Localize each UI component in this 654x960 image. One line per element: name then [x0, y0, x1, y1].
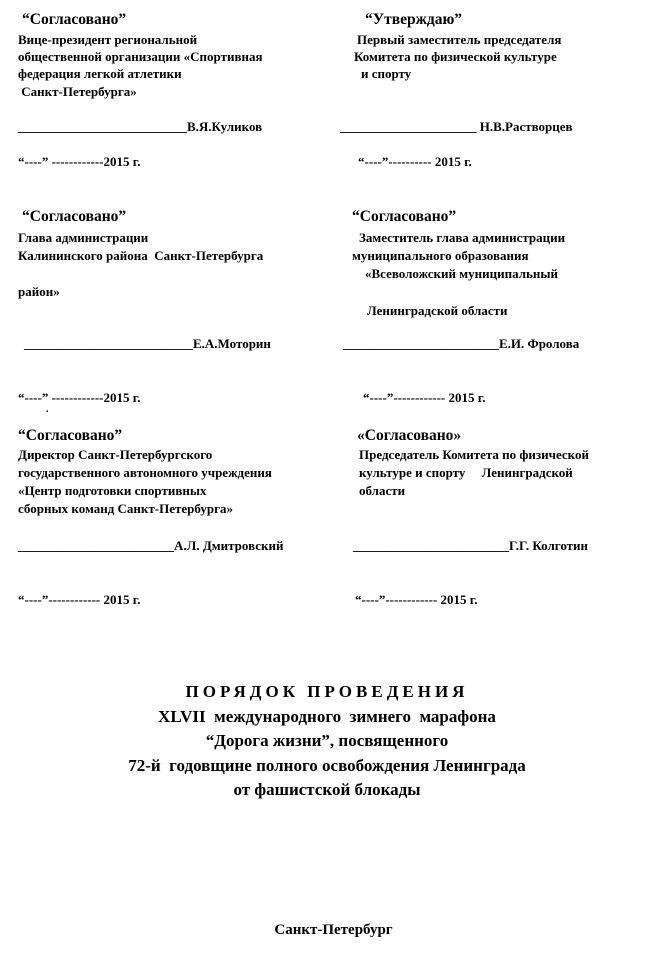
approval-2-line-2: Комитета по физической культуре — [354, 49, 557, 64]
title-line-4: 72-й годовщине полного освобождения Ленинграда — [128, 755, 526, 775]
approval-1-date: “----” ------------2015 г. — [18, 154, 141, 169]
approval-2-header: “Утверждаю” — [365, 11, 463, 28]
approval-4-line-2: муниципального образования — [352, 248, 529, 263]
approval-3-signature: __________________________Е.А.Моторин — [24, 336, 271, 351]
approval-1-header: “Согласовано” — [22, 11, 127, 28]
approval-5-line-2: государственного автономного учреждения — [18, 465, 272, 480]
approval-6-line-1: Председатель Комитета по физической — [359, 447, 589, 462]
title-line-2: XLVII международного зимнего марафона — [158, 706, 496, 726]
approval-2-line-3: и спорту — [361, 66, 412, 81]
approval-5-signature: ________________________А.Л. Дмитровский — [18, 538, 284, 553]
approval-1-line-1: Вице-президент региональной — [18, 32, 198, 47]
approval-5-header: “Согласовано” — [18, 427, 123, 444]
approval-3-line-1: Глава администрации — [18, 230, 149, 245]
approval-3-line-3: район» — [18, 284, 60, 299]
approval-4-line-1: Заместитель глава администрации — [359, 230, 566, 245]
title-line-5: от фашистской блокады — [233, 780, 421, 799]
approval-1-line-4: Санкт-Петербурга» — [18, 84, 137, 99]
title-line-1: ПОРЯДОК ПРОВЕДЕНИЯ — [185, 682, 469, 701]
city-footer: Санкт-Петербург — [274, 922, 393, 938]
approval-6-signature: ________________________Г.Г. Колготин — [353, 538, 589, 553]
approval-1-line-2: общественной организации «Спортивная — [18, 49, 263, 64]
approval-5-line-4: сборных команд Санкт-Петербурга» — [18, 501, 234, 516]
approval-4-signature: ________________________Е.И. Фролова — [343, 336, 580, 351]
approval-3-line-2: Калининского района Санкт-Петербурга — [18, 248, 264, 263]
approval-5-line-1: Директор Санкт-Петербургского — [18, 447, 213, 462]
document-title — [0, 680, 654, 803]
approval-6-line-3: области — [359, 483, 406, 498]
approval-4-line-4: Ленинградской области — [367, 303, 508, 318]
approval-4-line-3: «Всеволожский муниципальный — [365, 266, 559, 281]
approval-3-date: “----” ------------2015 г. — [18, 390, 141, 405]
approval-4-date: “----”------------ 2015 г. — [363, 390, 486, 405]
approval-5-line-3: «Центр подготовки спортивных — [18, 483, 207, 498]
approval-2-date: “----”---------- 2015 г. — [358, 154, 472, 169]
stray-dot: . — [46, 404, 49, 415]
approval-5-date: “----”------------ 2015 г. — [18, 592, 141, 607]
approval-1-line-3: федерация легкой атлетики — [18, 66, 182, 81]
approval-3-header: “Согласовано” — [22, 208, 127, 225]
approval-1-signature: __________________________В.Я.Куликов — [18, 119, 263, 134]
approval-6-line-2: культуре и спорту Ленинградской — [359, 465, 573, 480]
approval-2-signature: _____________________ Н.В.Растворцев — [340, 119, 573, 134]
approval-2-line-1: Первый заместитель председателя — [357, 32, 562, 47]
approval-6-date: “----”------------ 2015 г. — [355, 592, 478, 607]
approval-4-header: “Согласовано” — [352, 208, 457, 225]
title-line-3: “Дорога жизни”, посвященного — [205, 731, 449, 750]
approval-6-header: «Согласовано» — [357, 427, 462, 444]
